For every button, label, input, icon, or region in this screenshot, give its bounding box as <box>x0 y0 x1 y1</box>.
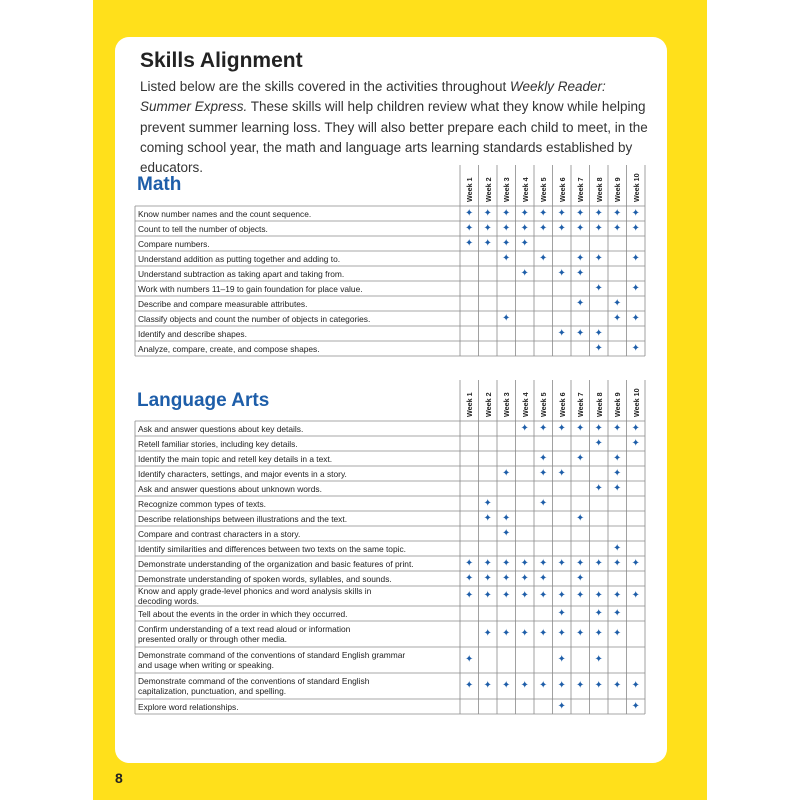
sparkle-icon: ✦ <box>613 452 622 464</box>
sparkle-icon: ✦ <box>557 607 566 619</box>
sparkle-icon: ✦ <box>557 267 566 279</box>
sparkle-icon: ✦ <box>594 557 603 569</box>
week-column-header: Week 10 <box>631 173 641 202</box>
week-column-header: Week 6 <box>557 392 567 417</box>
sparkle-icon: ✦ <box>557 680 566 691</box>
skill-row-label: Demonstrate understanding of the organization and basic features of print. <box>138 558 414 569</box>
skill-row-label <box>138 650 405 670</box>
skill-row-label: Analyze, compare, create, and compose shapes. <box>138 343 320 354</box>
sparkle-icon: ✦ <box>594 607 603 619</box>
sparkle-icon: ✦ <box>502 222 511 234</box>
language-arts-heading: Language Arts <box>137 390 270 411</box>
week-column-header: Week 10 <box>631 388 641 417</box>
sparkle-icon: ✦ <box>502 312 511 324</box>
skill-row-label: Identify the main topic and retell key details in a text. <box>138 453 333 464</box>
skill-row-label: Ask and answer questions about unknown words. <box>138 483 322 494</box>
skill-row-label: Ask and answer questions about key details. <box>138 423 304 434</box>
sparkle-icon: ✦ <box>594 422 603 434</box>
skill-row-label-line: capitalization, punctuation, and spelling. <box>138 686 287 696</box>
sparkle-icon: ✦ <box>576 628 585 639</box>
sparkle-icon: ✦ <box>576 267 585 279</box>
sparkle-icon: ✦ <box>576 590 585 601</box>
week-column-header: Week 5 <box>539 392 548 417</box>
week-column-header: Week 7 <box>576 392 585 417</box>
skill-row-label: Work with numbers 11–19 to gain foundation for place value. <box>138 283 363 294</box>
sparkle-icon: ✦ <box>576 680 585 691</box>
page-title: Skills Alignment <box>140 49 303 72</box>
skill-row-label: Identify similarities and differences between two texts on the same topic. <box>138 543 406 554</box>
sparkle-icon: ✦ <box>613 557 622 569</box>
week-column-header: Week 7 <box>576 177 585 202</box>
skill-row-label-line: decoding words. <box>138 596 199 606</box>
sparkle-icon: ✦ <box>576 557 585 569</box>
sparkle-icon: ✦ <box>631 680 640 691</box>
sparkle-icon: ✦ <box>502 252 511 264</box>
sparkle-icon: ✦ <box>539 628 548 639</box>
sparkle-icon: ✦ <box>557 700 566 712</box>
sparkle-icon: ✦ <box>520 590 529 601</box>
intro-book-title: Weekly Reader: Summer Express. <box>140 79 606 115</box>
sparkle-icon: ✦ <box>594 342 603 354</box>
sparkle-icon: ✦ <box>539 222 548 234</box>
intro-text-2: These skills will help children review what they know while helping prevent summer learning loss. They will also better prepare each child to meet, in the coming school year, the math and language arts learning standards established by educators. <box>140 99 648 176</box>
skill-row-label: Describe relationships between illustrations and the text. <box>138 513 348 524</box>
sparkle-icon: ✦ <box>502 628 511 639</box>
sparkle-icon: ✦ <box>502 557 511 569</box>
skill-row-label-line: and usage when writing or speaking. <box>138 660 274 670</box>
sparkle-icon: ✦ <box>483 497 492 509</box>
sparkle-icon: ✦ <box>631 437 640 449</box>
sparkle-icon: ✦ <box>502 590 511 601</box>
sparkle-icon: ✦ <box>594 207 603 219</box>
week-column-header: Week 4 <box>520 392 530 417</box>
sparkle-icon: ✦ <box>576 207 585 219</box>
sparkle-icon: ✦ <box>502 207 511 219</box>
skill-row-label: Classify objects and count the number of objects in categories. <box>138 313 371 324</box>
sparkle-icon: ✦ <box>631 342 640 354</box>
sparkle-icon: ✦ <box>631 222 640 234</box>
sparkle-icon: ✦ <box>613 542 622 554</box>
skill-row-label: Identify characters, settings, and major events in a story. <box>138 468 347 479</box>
sparkle-icon: ✦ <box>483 237 492 249</box>
sparkle-icon: ✦ <box>576 327 585 339</box>
sparkle-icon: ✦ <box>557 557 566 569</box>
skill-row-label: Tell about the events in the order in which they occurred. <box>138 608 348 619</box>
skill-row-label <box>138 676 369 696</box>
sparkle-icon: ✦ <box>465 680 474 691</box>
sparkle-icon: ✦ <box>465 572 474 584</box>
sparkle-icon: ✦ <box>465 207 474 219</box>
sparkle-icon: ✦ <box>483 557 492 569</box>
skill-row-label-line: Demonstrate command of the conventions of standard English <box>138 676 370 686</box>
sparkle-icon: ✦ <box>539 557 548 569</box>
sparkle-icon: ✦ <box>631 590 640 601</box>
sparkle-icon: ✦ <box>613 207 622 219</box>
sparkle-icon: ✦ <box>557 327 566 339</box>
sparkle-icon: ✦ <box>520 207 529 219</box>
sparkle-icon: ✦ <box>483 222 492 234</box>
sparkle-icon: ✦ <box>613 482 622 494</box>
skill-row-label: Explore word relationships. <box>138 701 239 712</box>
sparkle-icon: ✦ <box>594 654 603 665</box>
sparkle-icon: ✦ <box>557 654 566 665</box>
sparkle-icon: ✦ <box>465 222 474 234</box>
sparkle-icon: ✦ <box>539 680 548 691</box>
skill-row-label: Describe and compare measurable attributes. <box>138 298 308 309</box>
sparkle-icon: ✦ <box>613 422 622 434</box>
sparkle-icon: ✦ <box>576 512 585 524</box>
sparkle-icon: ✦ <box>520 267 529 279</box>
sparkle-icon: ✦ <box>502 467 511 479</box>
sparkle-icon: ✦ <box>539 467 548 479</box>
sparkle-icon: ✦ <box>594 628 603 639</box>
skill-row-label: Understand addition as putting together and adding to. <box>138 253 341 264</box>
sparkle-icon: ✦ <box>483 590 492 601</box>
sparkle-icon: ✦ <box>557 422 566 434</box>
sparkle-icon: ✦ <box>613 590 622 601</box>
sparkle-icon: ✦ <box>576 222 585 234</box>
skill-row-label: Compare numbers. <box>138 238 210 249</box>
week-column-header: Week 3 <box>502 392 511 417</box>
sparkle-icon: ✦ <box>613 680 622 691</box>
math-heading: Math <box>137 174 182 195</box>
sparkle-icon: ✦ <box>631 207 640 219</box>
week-column-header: Week 2 <box>483 177 493 202</box>
week-column-header: Week 1 <box>465 177 474 202</box>
sparkle-icon: ✦ <box>557 207 566 219</box>
sparkle-icon: ✦ <box>502 527 511 539</box>
sparkle-icon: ✦ <box>631 700 640 712</box>
sparkle-icon: ✦ <box>613 467 622 479</box>
sparkle-icon: ✦ <box>539 452 548 464</box>
sparkle-icon: ✦ <box>576 252 585 264</box>
sparkle-icon: ✦ <box>594 680 603 691</box>
sparkle-icon: ✦ <box>539 422 548 434</box>
week-column-header: Week 6 <box>557 177 567 202</box>
skill-row-label-line: Confirm understanding of a text read aloud or information <box>138 624 351 634</box>
skill-row-label: Demonstrate understanding of spoken words, syllables, and sounds. <box>138 573 392 584</box>
sparkle-icon: ✦ <box>539 590 548 601</box>
week-column-header: Week 2 <box>483 392 493 417</box>
skill-row-label <box>138 586 371 606</box>
sparkle-icon: ✦ <box>539 572 548 584</box>
sparkle-icon: ✦ <box>483 628 492 639</box>
page-number: 8 <box>115 770 123 786</box>
sparkle-icon: ✦ <box>465 590 474 601</box>
sparkle-icon: ✦ <box>613 222 622 234</box>
sparkle-icon: ✦ <box>483 680 492 691</box>
sparkle-icon: ✦ <box>594 222 603 234</box>
sparkle-icon: ✦ <box>631 312 640 324</box>
week-column-header: Week 3 <box>502 177 511 202</box>
sparkle-icon: ✦ <box>557 467 566 479</box>
skill-row-label: Recognize common types of texts. <box>138 498 267 509</box>
sparkle-icon: ✦ <box>594 590 603 601</box>
sparkle-icon: ✦ <box>631 252 640 264</box>
sparkle-icon: ✦ <box>502 572 511 584</box>
sparkle-icon: ✦ <box>613 297 622 309</box>
sparkle-icon: ✦ <box>557 590 566 601</box>
sparkle-icon: ✦ <box>557 628 566 639</box>
skill-row-label: Compare and contrast characters in a story. <box>138 528 301 539</box>
sparkle-icon: ✦ <box>576 572 585 584</box>
sparkle-icon: ✦ <box>465 654 474 665</box>
sparkle-icon: ✦ <box>502 680 511 691</box>
sparkle-icon: ✦ <box>520 237 529 249</box>
sparkle-icon: ✦ <box>465 237 474 249</box>
sparkle-icon: ✦ <box>613 312 622 324</box>
week-column-header: Week 9 <box>613 392 622 417</box>
sparkle-icon: ✦ <box>520 628 529 639</box>
sparkle-icon: ✦ <box>502 512 511 524</box>
sparkle-icon: ✦ <box>576 422 585 434</box>
week-column-header: Week 5 <box>539 177 548 202</box>
sparkle-icon: ✦ <box>539 497 548 509</box>
sparkle-icon: ✦ <box>483 572 492 584</box>
sparkle-icon: ✦ <box>631 557 640 569</box>
skill-row-label: Count to tell the number of objects. <box>138 223 268 234</box>
week-column-header: Week 1 <box>465 392 474 417</box>
skill-row-label-line: Know and apply grade-level phonics and word analysis skills in <box>138 586 372 596</box>
sparkle-icon: ✦ <box>613 607 622 619</box>
sparkle-icon: ✦ <box>594 282 603 294</box>
sparkle-icon: ✦ <box>520 680 529 691</box>
sparkle-icon: ✦ <box>631 282 640 294</box>
skill-row-label <box>138 624 350 644</box>
week-column-header: Week 9 <box>613 177 622 202</box>
week-column-header: Week 8 <box>594 392 604 417</box>
sparkle-icon: ✦ <box>557 222 566 234</box>
skill-row-label: Identify and describe shapes. <box>138 328 247 339</box>
skill-row-label: Know number names and the count sequence. <box>138 208 312 219</box>
sparkle-icon: ✦ <box>594 437 603 449</box>
sparkle-icon: ✦ <box>465 557 474 569</box>
skill-row-label: Retell familiar stories, including key details. <box>138 438 298 449</box>
sparkle-icon: ✦ <box>613 628 622 639</box>
sparkle-icon: ✦ <box>483 512 492 524</box>
sparkle-icon: ✦ <box>594 482 603 494</box>
sparkle-icon: ✦ <box>520 557 529 569</box>
sparkle-icon: ✦ <box>520 572 529 584</box>
sparkle-icon: ✦ <box>520 422 529 434</box>
sparkle-icon: ✦ <box>594 327 603 339</box>
sparkle-icon: ✦ <box>483 207 492 219</box>
sparkle-icon: ✦ <box>539 252 548 264</box>
sparkle-icon: ✦ <box>631 422 640 434</box>
sparkle-icon: ✦ <box>520 222 529 234</box>
week-column-header: Week 8 <box>594 177 604 202</box>
skill-row-label-line: Demonstrate command of the conventions of standard English grammar <box>138 650 406 660</box>
sparkle-icon: ✦ <box>576 297 585 309</box>
sparkle-icon: ✦ <box>502 237 511 249</box>
sparkle-icon: ✦ <box>539 207 548 219</box>
skill-row-label-line: presented orally or through other media. <box>138 634 287 644</box>
sparkle-icon: ✦ <box>576 452 585 464</box>
week-column-header: Week 4 <box>520 177 530 202</box>
sparkle-icon: ✦ <box>594 252 603 264</box>
intro-text-1: Listed below are the skills covered in the activities throughout <box>140 79 510 94</box>
skill-row-label: Understand subtraction as taking apart and taking from. <box>138 268 345 279</box>
